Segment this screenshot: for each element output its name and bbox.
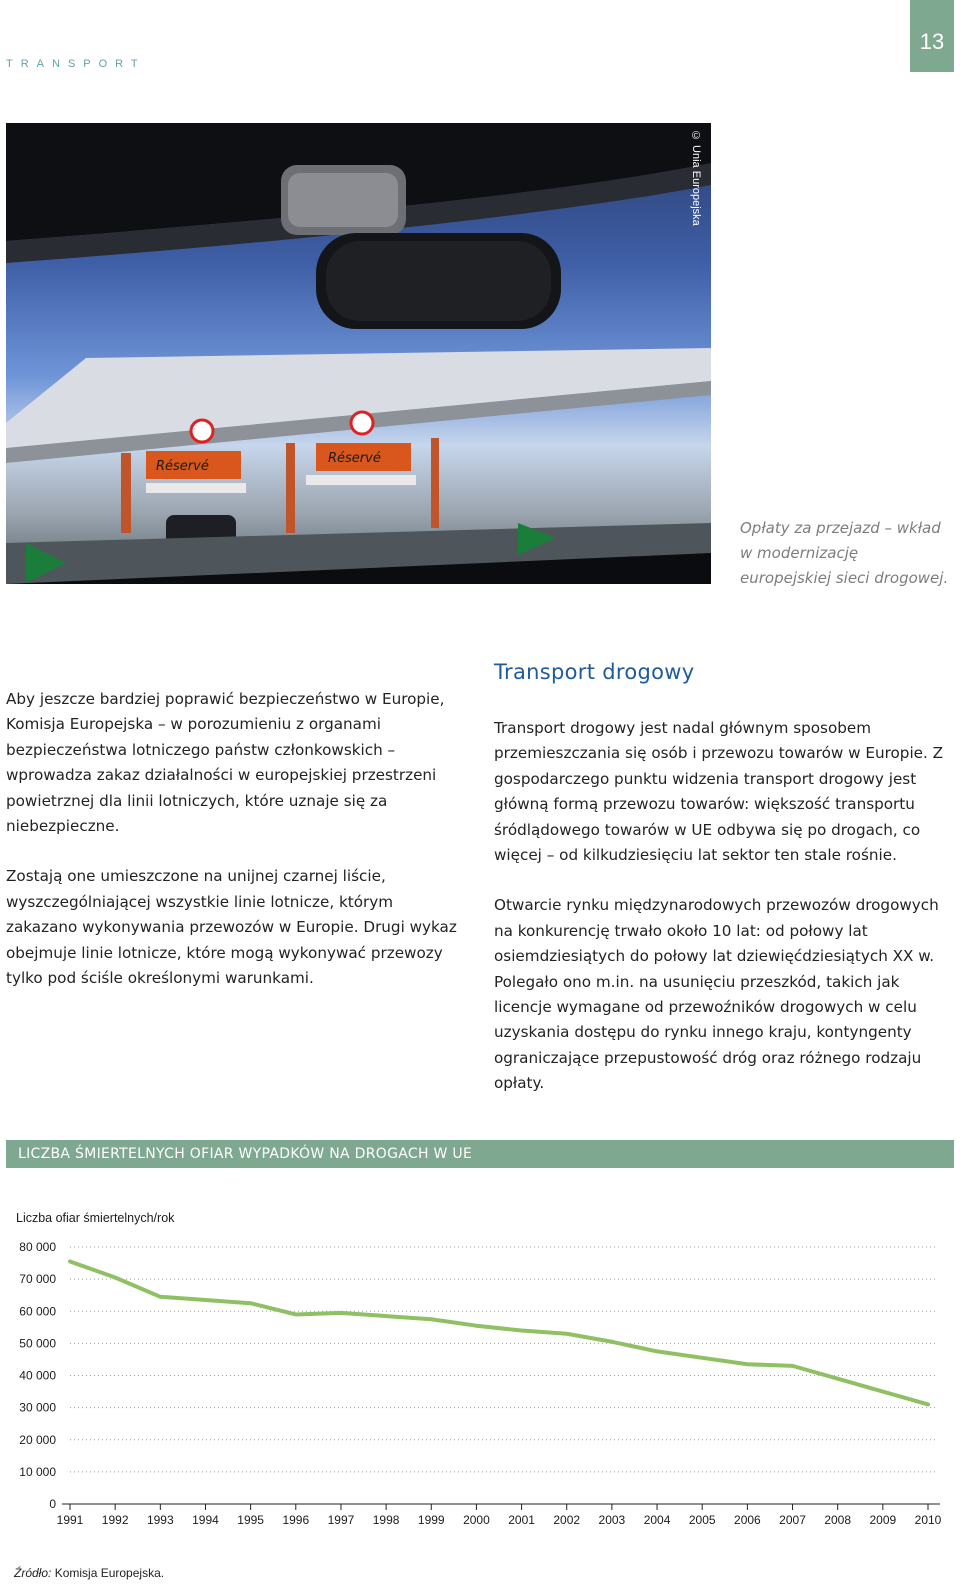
left-column [6,687,466,1016]
right-column [494,716,944,1122]
chart-source [14,1566,164,1580]
x-tick-label: 1995 [237,1513,264,1527]
x-tick-label: 2009 [869,1513,897,1527]
y-tick-label: 10 000 [19,1464,56,1479]
x-tick-label: 2000 [463,1513,490,1527]
left-paragraph-2: Zostają one umieszczone na unijnej czarnej liście, wyszczególniającej wszystkie linie lotnicze, którym zakazano wykonywania przewozów w Europie. Drugi wykaz obejmuje linie lotnicze, które mogą wykonywać przewozy tylko pod ściśle określonymi warunkami. [6,867,457,988]
x-tick-label: 1994 [192,1513,219,1527]
y-tick-label: 50 000 [19,1336,56,1351]
left-paragraph-1: Aby jeszcze bardziej poprawić bezpieczeństwo w Europie, Komisja Europejska – w porozumieniu z organami bezpieczeństwa lotniczego państw członkowskich – wprowadza zakaz działalności w europejskiej przestrzeni powietrznej dla linii lotniczych, które uznaje się za niebezpieczne. [6,690,445,836]
reserve-sign-2: Réservé [328,451,381,466]
right-paragraph-1: Transport drogowy jest nadal głównym sposobem przemieszczania się osób i przewozu towarów w Europie. Z gospodarczego punktu widzenia transport drogowy jest główną formą przewozu towarów: większość transportu śródlądowego towarów w UE odbywa się po drogach, co więcej – od kilkudziesięciu lat sektor ten stale rośnie. [494,719,944,865]
x-tick-label: 2004 [643,1513,671,1527]
x-tick-label: 1992 [101,1513,129,1527]
page-number: 13 [910,0,954,72]
x-tick-label: 2008 [824,1513,852,1527]
right-paragraph-2: Otwarcie rynku międzynarodowych przewozów drogowych na konkurencję trwało około 10 lat: od połowy lat osiemdziesiątych do połowy lat dziewięćdziesiątych XX w. Polegało ono m.in. na usunięciu przeszkód, takich jak licencje wymagane od przewoźników drogowych w celu uzyskania dostępu do rynku innego kraju, kontyngenty ograniczające przepustowość dróg oraz różnego rodzaju opłaty. [494,896,939,1093]
x-tick-label: 2002 [553,1513,581,1527]
section-label: TRANSPORT [6,58,146,70]
x-tick-label: 1999 [417,1513,445,1527]
fatalities-chart [0,1200,960,1560]
x-tick-label: 2001 [508,1513,535,1527]
section-heading: Transport drogowy [494,660,695,684]
x-tick-label: 2006 [734,1513,761,1527]
x-tick-label: 1991 [56,1513,84,1527]
series-line [70,1261,928,1404]
toll-booth-photo [6,123,711,584]
x-tick-label: 2003 [598,1513,626,1527]
y-tick-label: 70 000 [19,1272,56,1287]
x-tick-label: 2005 [688,1513,716,1527]
photo-credit: © Unia Europejska [690,130,702,226]
x-tick-label: 2010 [914,1513,942,1527]
x-tick-label: 2007 [779,1513,806,1527]
y-tick-label: 20 000 [19,1432,56,1447]
y-tick-label: 80 000 [19,1240,56,1254]
x-tick-label: 1993 [146,1513,174,1527]
x-tick-label: 1996 [282,1513,310,1527]
source-label: Źródło: [14,1566,52,1580]
chart-title: LICZBA ŚMIERTELNYCH OFIAR WYPADKÓW NA DROGACH W UE [6,1140,954,1168]
y-axis-label: Liczba ofiar śmiertelnych/rok [16,1211,175,1225]
photo-caption: Opłaty za przejazd – wkład w modernizację europejskiej sieci drogowej. [740,519,949,587]
y-tick-label: 40 000 [19,1368,56,1383]
x-tick-label: 1998 [372,1513,400,1527]
y-tick-label: 60 000 [19,1304,56,1319]
y-tick-label: 30 000 [19,1400,56,1415]
reserve-sign-1: Réservé [156,459,209,474]
source-text: Komisja Europejska. [51,1566,165,1580]
x-tick-label: 1997 [327,1513,355,1527]
y-tick-label: 0 [49,1497,56,1511]
